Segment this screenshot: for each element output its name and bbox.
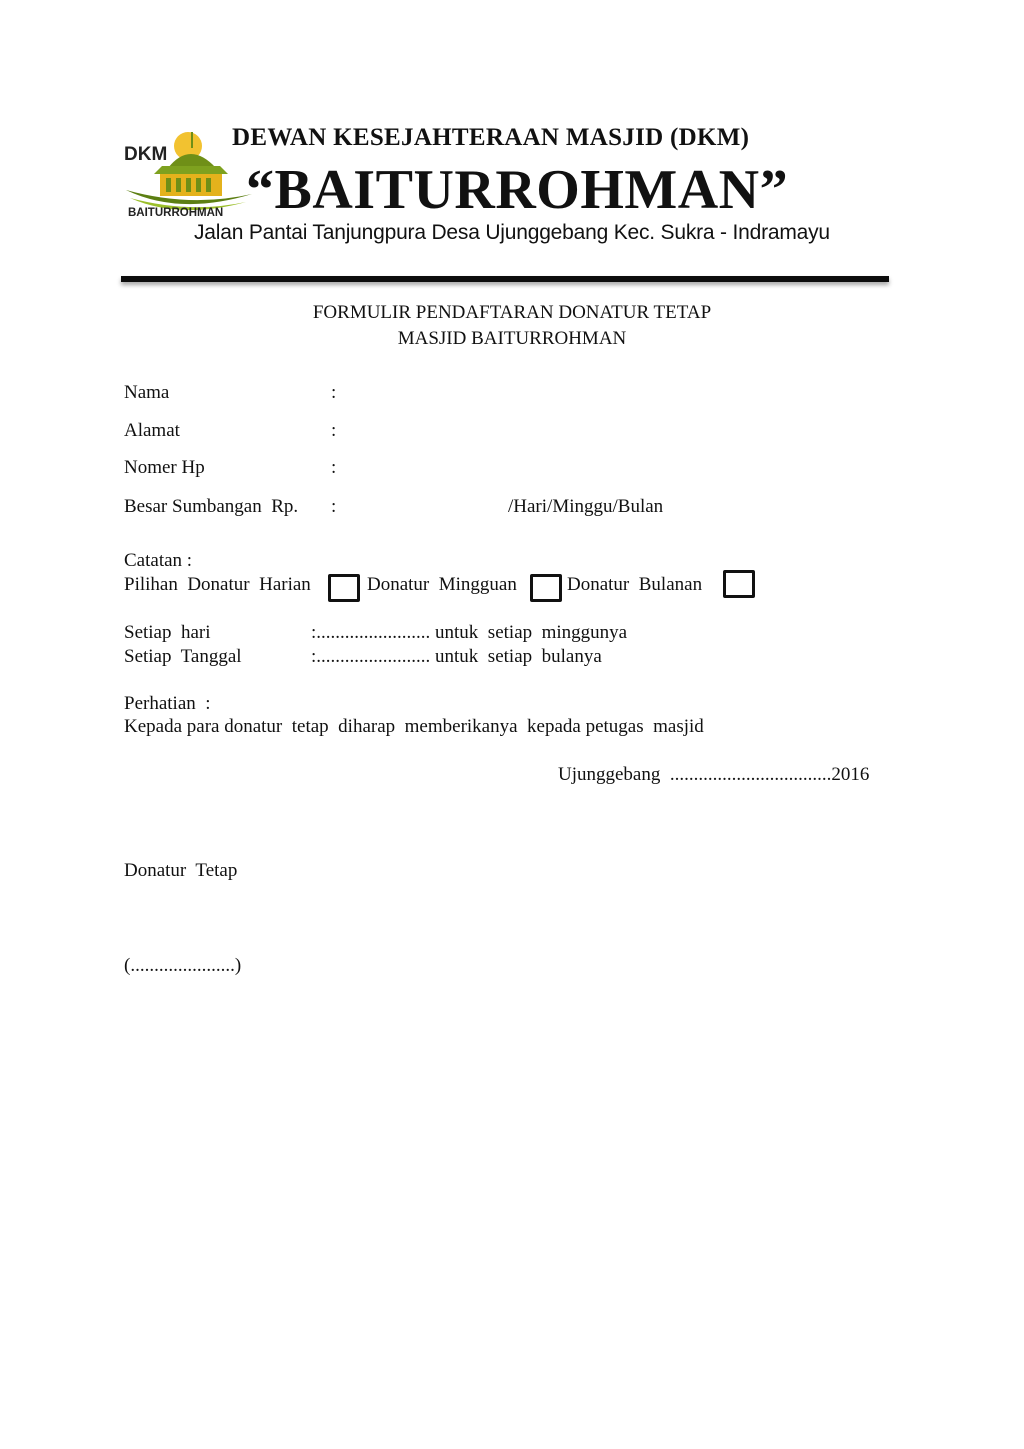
checkbox-harian[interactable] — [328, 574, 360, 602]
form-title-line2: MASJID BAITURROHMAN — [397, 328, 627, 349]
logo-text-dkm: DKM — [124, 144, 168, 165]
attention-heading: Perhatian : — [124, 693, 211, 714]
field-suffix-period: /Hari/Minggu/Bulan — [508, 496, 664, 517]
schedule-date-value: :........................ untuk setiap bulanya — [311, 646, 602, 667]
field-colon-nomer-hp: : — [331, 457, 337, 478]
field-colon-besar-sumbangan: : — [331, 496, 337, 517]
schedule-date-label: Setiap Tanggal — [124, 646, 242, 667]
org-address: Jalan Pantai Tanjungpura Desa Ujunggebang Kec. Sukra - Indramayu — [194, 221, 830, 244]
signature-label: Donatur Tetap — [124, 860, 238, 881]
header-divider — [121, 276, 889, 282]
place-date: Ujunggebang ..................................2016 — [558, 764, 870, 785]
org-name: “BAITURROHMAN” — [246, 159, 789, 221]
attention-text: Kepada para donatur tetap diharap memberikanya kepada petugas masjid — [124, 716, 704, 737]
field-label-nomer-hp: Nomer Hp — [124, 457, 205, 478]
logo-text-baiturrohman: BAITURROHMAN — [128, 207, 224, 219]
schedule-daily-value: :........................ untuk setiap minggunya — [311, 622, 628, 643]
choice-bulanan-label: Donatur Bulanan — [567, 574, 703, 595]
logo-dome — [168, 154, 216, 168]
signature-line: (......................) — [124, 955, 242, 976]
notes-heading: Catatan : — [124, 550, 193, 571]
choice-mingguan-label: Donatur Mingguan — [367, 574, 517, 595]
org-title: DEWAN KESEJAHTERAAN MASJID (DKM) — [232, 124, 750, 151]
schedule-daily-label: Setiap hari — [124, 622, 211, 643]
field-label-alamat: Alamat — [124, 420, 180, 441]
field-colon-alamat: : — [331, 420, 337, 441]
field-label-nama: Nama — [124, 382, 170, 403]
choice-harian-label: Pilihan Donatur Harian — [124, 574, 311, 595]
field-colon-nama: : — [331, 382, 337, 403]
field-label-besar-sumbangan: Besar Sumbangan Rp. — [124, 496, 299, 517]
checkbox-bulanan[interactable] — [723, 570, 755, 598]
form-title-line1: FORMULIR PENDAFTARAN DONATUR TETAP — [312, 302, 712, 323]
checkbox-mingguan[interactable] — [530, 574, 562, 602]
